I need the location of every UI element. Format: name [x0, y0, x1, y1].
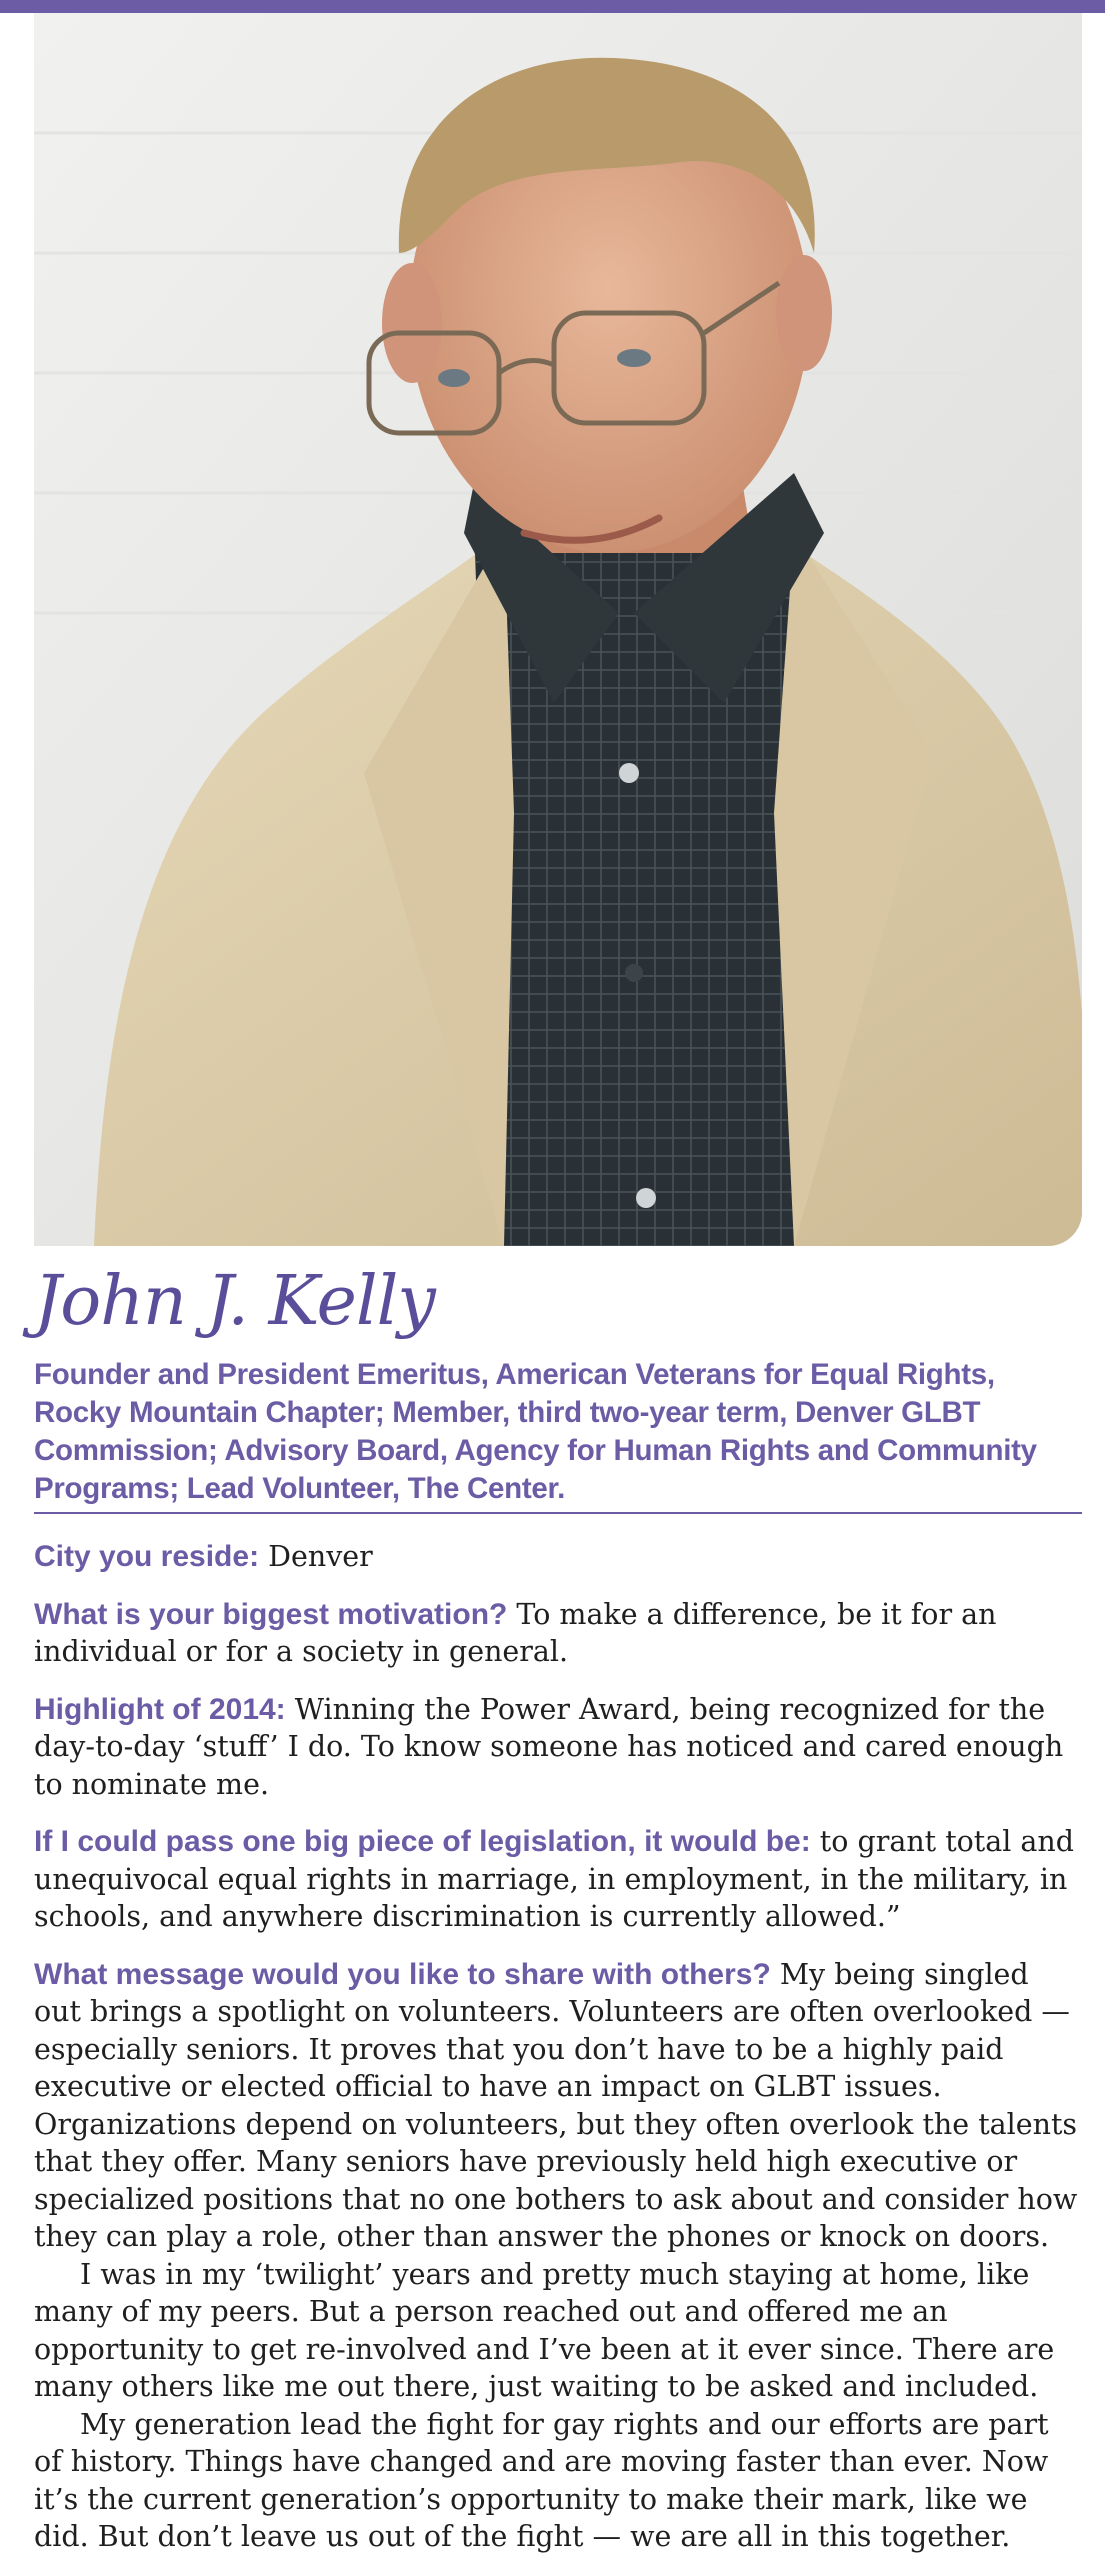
body-paragraph: My generation lead the fight for gay rights and our efforts are part of history. Things have changed and are moving faster than ever. Now it’s the current generation’s opportunity to make their mark, like we did. But don’t leave us out of the fight — we are all in this together. [34, 2407, 1049, 2553]
qa-answer: To make a difference, be it for an individual or for a society in general. [34, 1597, 997, 1668]
top-accent-bar [0, 0, 1105, 13]
qa-answer: Denver [268, 1540, 373, 1573]
profile-titles: Founder and President Emeritus, American Veterans for Equal Rights, Rocky Mountain Chapter; Member, third two-year term, Denver GLBT Commission; Advisory Board, Agency for Human Rights and Community Programs; Lead Volunteer, The Center. [34, 1358, 1037, 1505]
qa-item [34, 1823, 1084, 1936]
qa-item [34, 1691, 1084, 1804]
qa-question: What message would you like to share with others? [34, 1957, 771, 1991]
qa-question: Highlight of 2014: [34, 1692, 286, 1726]
portrait-photo [34, 13, 1082, 1246]
qa-answer: My being singled out brings a spotlight on volunteers. Volunteers are often overlooked — especially seniors. It proves that you don’t have to be a highly paid executive or elected official to have an impact on GLBT issues. Organizations depend on volunteers, but they often overlook the talents that they offer. Many seniors have previously held high executive or specialized positions that no one bothers to ask about and consider how they can play a role, other than answer the phones or knock on doors. [34, 1957, 1078, 2253]
qa-answer: to grant total and unequivocal equal rights in marriage, in employment, in the military, in schools, and anywhere discrimination is currently allowed.” [34, 1825, 1075, 1933]
qa-question: What is your biggest motivation? [34, 1597, 508, 1631]
body-paragraph: I was in my ‘twilight’ years and pretty much staying at home, like many of my peers. But a person reached out and offered me an opportunity to get re-involved and I’ve been at it ever since. There are many others like me out there, just waiting to be asked and included. [34, 2257, 1055, 2403]
qa-item [34, 1538, 1084, 1576]
qa-question: City you reside: [34, 1540, 260, 1573]
qa-question: If I could pass one big piece of legislation, it would be: [34, 1825, 811, 1858]
qa-section [34, 1538, 1084, 2556]
qa-item [34, 1956, 1084, 2256]
qa-answer: Winning the Power Award, being recognized for the day-to-day ‘stuff’ I do. To know someone has noticed and cared enough to nominate me. [34, 1692, 1064, 1801]
qa-item [34, 1596, 1084, 1671]
section-divider [34, 1512, 1082, 1514]
profile-name: John J. Kelly [34, 1262, 435, 1341]
